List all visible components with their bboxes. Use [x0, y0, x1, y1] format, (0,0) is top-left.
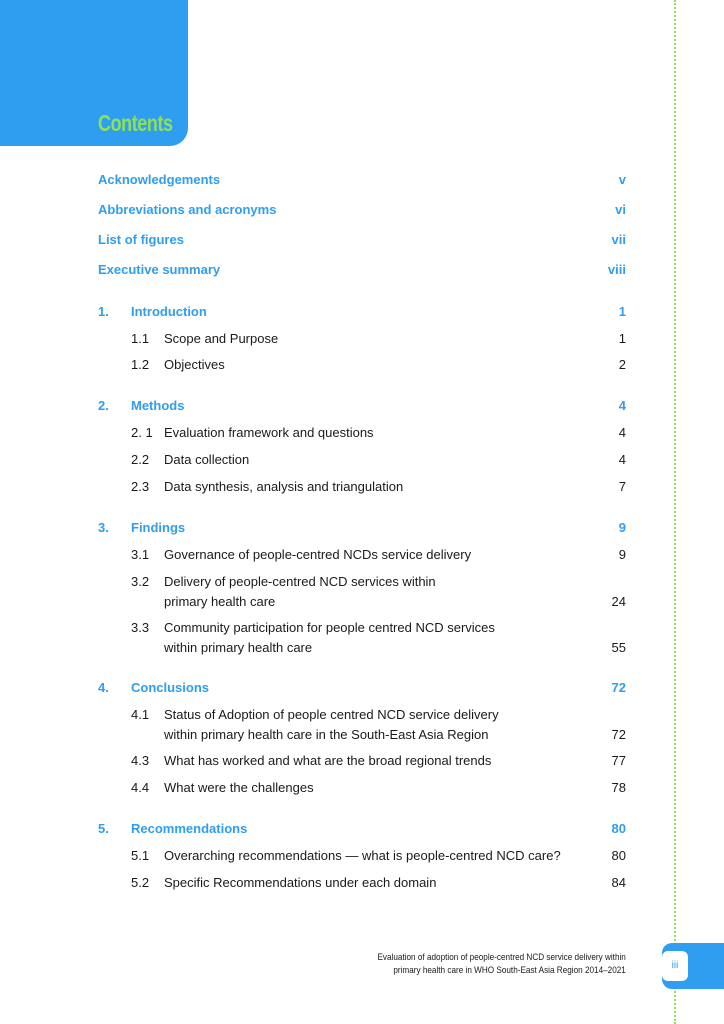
chapter-number: 5.: [98, 821, 109, 836]
section-title: Data synthesis, analysis and triangulation: [164, 479, 404, 494]
section-number: 3.1: [131, 547, 150, 562]
toc-entry-title: Executive summary: [98, 262, 221, 277]
chapter-page: 4: [618, 398, 626, 413]
section-page: 4: [618, 425, 626, 440]
chapter-title: Recommendations: [131, 821, 248, 836]
chapter-number: 4.: [98, 680, 109, 695]
section-title: Overarching recommendations — what is people-centred NCD care?: [164, 848, 561, 863]
chapter-number: 3.: [98, 520, 109, 535]
section-title: Specific Recommendations under each domain: [164, 875, 437, 890]
toc-section[interactable]: [98, 572, 626, 612]
toc-section[interactable]: [98, 450, 626, 470]
toc-section[interactable]: [98, 423, 626, 443]
section-title: Status of Adoption of people centred NCD service delivery within primary health care in the South-East Asia Region: [164, 707, 499, 742]
section-title: Delivery of people-centred NCD services within primary health care: [164, 574, 436, 609]
section-number: 2. 1: [131, 425, 153, 440]
section-title: Community participation for people centred NCD services within primary health care: [164, 620, 495, 655]
toc-entry-page: v: [618, 172, 626, 187]
section-number: 4.3: [131, 753, 150, 768]
toc-entry-page: vii: [611, 232, 626, 247]
section-title: What has worked and what are the broad regional trends: [164, 753, 492, 768]
section-page: 78: [611, 780, 626, 795]
footer-line-1: Evaluation of adoption of people-centred NCD service delivery within: [377, 952, 626, 963]
footer-running-title: [378, 951, 626, 977]
margin-dotted-line: [674, 0, 676, 1024]
chapter-page: 1: [618, 304, 626, 319]
chapter-title: Findings: [131, 520, 186, 535]
toc-section[interactable]: [98, 355, 626, 375]
toc-entry-acknowledgements[interactable]: [98, 170, 626, 190]
toc-section[interactable]: [98, 873, 626, 893]
toc-entry-page: vi: [615, 202, 626, 217]
toc-entry-title: List of figures: [98, 232, 184, 247]
section-number: 4.4: [131, 780, 150, 795]
section-page: 1: [618, 331, 626, 346]
section-number: 4.1: [131, 707, 150, 722]
toc-section[interactable]: [98, 329, 626, 349]
footer-line-2: primary health care in WHO South-East Asia Region 2014–2021: [393, 965, 626, 976]
section-number: 3.2: [131, 574, 150, 589]
chapter-title: Introduction: [131, 304, 207, 319]
chapter-page: 9: [618, 520, 626, 535]
toc-entry-page: viii: [607, 262, 626, 277]
section-page: 24: [611, 594, 626, 609]
chapter-number: 1.: [98, 304, 109, 319]
toc-entry-title: Acknowledgements: [98, 172, 221, 187]
section-page: 84: [611, 875, 626, 890]
section-page: 77: [611, 753, 626, 768]
toc-entry-executive-summary[interactable]: [98, 260, 626, 280]
page-number: iii: [662, 951, 688, 981]
toc-entry-abbreviations[interactable]: [98, 200, 626, 220]
toc-entry-list-of-figures[interactable]: [98, 230, 626, 250]
toc-section[interactable]: [98, 751, 626, 771]
page-title: Contents: [98, 110, 173, 136]
section-title: Evaluation framework and questions: [164, 425, 374, 440]
section-number: 1.1: [131, 331, 150, 346]
toc-section[interactable]: [98, 545, 626, 565]
section-page: 72: [611, 727, 626, 742]
section-title: Scope and Purpose: [164, 331, 279, 346]
section-page: 80: [611, 848, 626, 863]
section-page: 9: [618, 547, 626, 562]
toc-section[interactable]: [98, 477, 626, 497]
section-page: 4: [618, 452, 626, 467]
section-page: 7: [618, 479, 626, 494]
toc-entry-title: Abbreviations and acronyms: [98, 202, 277, 217]
section-number: 2.3: [131, 479, 150, 494]
section-page: 2: [618, 357, 626, 372]
section-title: Objectives: [164, 357, 225, 372]
section-title: Governance of people-centred NCDs service delivery: [164, 547, 472, 562]
chapter-title: Methods: [131, 398, 185, 413]
section-number: 5.2: [131, 875, 150, 890]
section-title: What were the challenges: [164, 780, 314, 795]
chapter-page: 80: [611, 821, 626, 836]
chapter-number: 2.: [98, 398, 109, 413]
chapter-page: 72: [611, 680, 626, 695]
section-title: Data collection: [164, 452, 250, 467]
section-number: 3.3: [131, 620, 150, 635]
toc-section[interactable]: [98, 778, 626, 798]
section-number: 5.1: [131, 848, 150, 863]
toc-section[interactable]: [98, 618, 626, 658]
section-page: 55: [611, 640, 626, 655]
section-number: 1.2: [131, 357, 150, 372]
toc-section[interactable]: [98, 705, 626, 745]
toc-section[interactable]: [98, 846, 626, 866]
section-number: 2.2: [131, 452, 150, 467]
chapter-title: Conclusions: [131, 680, 210, 695]
